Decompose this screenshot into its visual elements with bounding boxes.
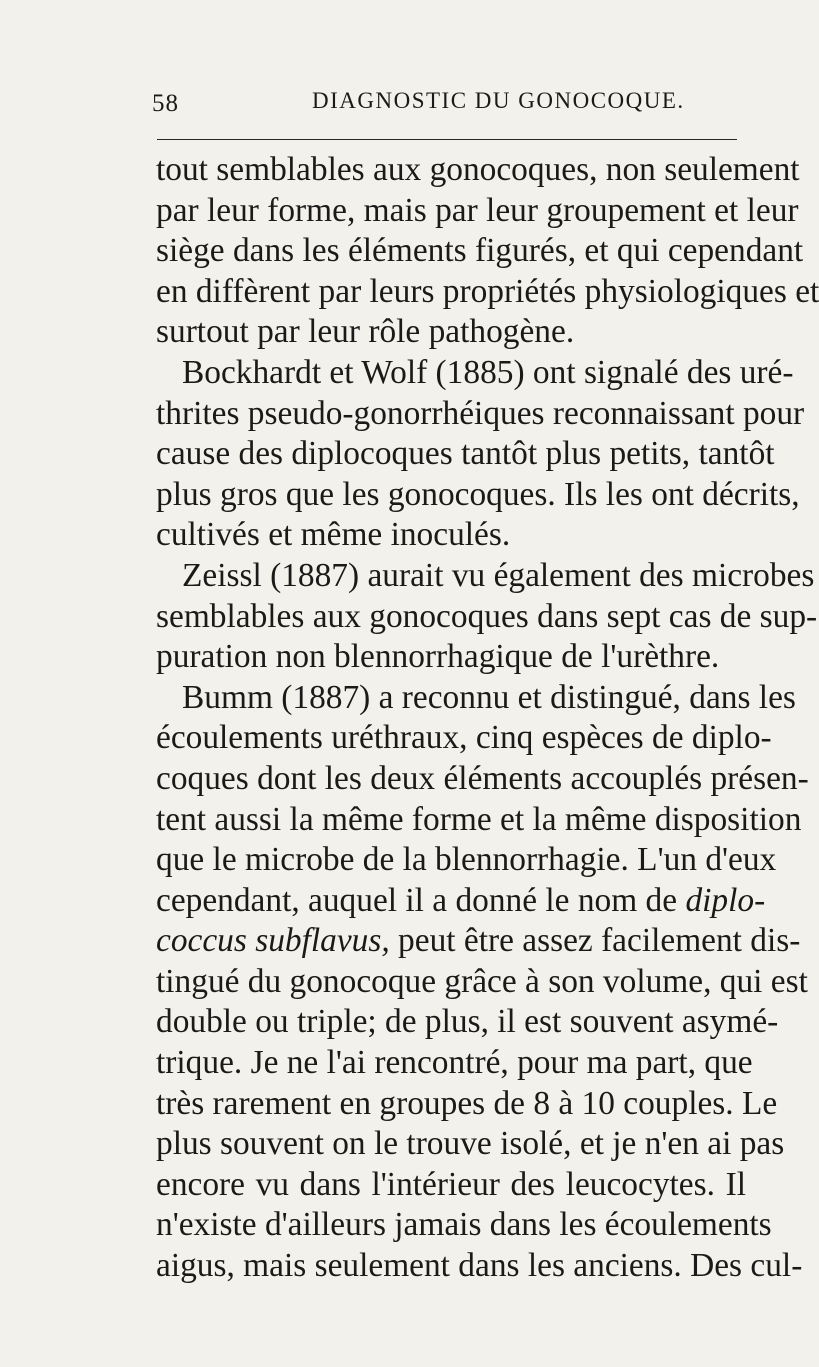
line-text: cultivés et même inoculés. (156, 516, 511, 554)
text-line (156, 962, 808, 1003)
text-line (156, 475, 800, 516)
line-text: par leur forme, mais par leur groupement et leur (156, 191, 799, 229)
text-line (156, 515, 746, 556)
line-text: écoulements uréthraux, cinq espèces de diplo- (156, 719, 772, 757)
line-text: très rarement en groupes de 8 à 10 couples. Le (156, 1084, 778, 1122)
line-text: peut être assez facilement dis- (398, 922, 801, 960)
text-line (156, 1084, 778, 1125)
line-text: tout semblables aux gonocoques, non seulement (156, 151, 800, 188)
text-line (156, 718, 772, 759)
text-line (156, 1002, 779, 1043)
line-text: Bumm (1887) a reconnu et distingué, dans les (182, 678, 796, 716)
text-line (156, 150, 800, 191)
page-number: 58 (152, 90, 179, 117)
text-line (156, 759, 809, 800)
line-text: aigus, mais seulement dans les anciens. Des cul- (156, 1247, 803, 1285)
line-text: thrites pseudo-gonorrhéiques reconnaissant pour (156, 394, 805, 432)
line-text: plus gros que les gonocoques. Ils les ont décrits, (156, 475, 800, 513)
text-line (156, 434, 775, 475)
line-text: tent aussi la même forme et la même disposition (156, 800, 802, 838)
line-text: que le microbe de la blennorrhagie. L'un d'eux (156, 841, 777, 879)
line-text: coques dont les deux éléments accouplés présen- (156, 759, 809, 797)
text-line (156, 312, 746, 353)
line-text: n'existe d'ailleurs jamais dans les écoulements (156, 1206, 772, 1244)
italic-term: diplo- (685, 881, 766, 919)
header-rule (157, 139, 737, 140)
text-line (156, 556, 815, 597)
line-text: cause des diplocoques tantôt plus petits, tantôt (156, 435, 775, 473)
line-text: encore vu dans l'intérieur des leucocytes. Il (156, 1165, 746, 1203)
text-line (156, 1124, 785, 1165)
text-line (156, 1043, 753, 1084)
text-line (156, 1246, 803, 1287)
line-text: surtout par leur rôle pathogène. (156, 313, 575, 351)
text-line (156, 881, 766, 922)
line-text: puration non blennorrhagique de l'urèthre. (156, 638, 720, 676)
line-text: en diffèrent par leurs propriétés physiologiques et (156, 272, 819, 310)
line-text: trique. Je ne l'ai rencontré, pour ma part, que (156, 1044, 753, 1082)
text-line (156, 1165, 746, 1206)
text-line (156, 231, 804, 272)
text-line (156, 921, 801, 962)
line-text: siège dans les éléments figurés, et qui cependant (156, 232, 804, 270)
text-line (156, 800, 802, 841)
text-line (156, 191, 799, 232)
text-line (156, 840, 777, 881)
line-text: tingué du gonocoque grâce à son volume, qui est (156, 962, 808, 1000)
line-text: Zeissl (1887) aurait vu également des microbes (182, 556, 815, 594)
line-text: Bockhardt et Wolf (1885) ont signalé des uré- (182, 353, 794, 391)
line-text: semblables aux gonocoques dans sept cas de sup- (156, 597, 818, 635)
line-text: double ou triple; de plus, il est souvent asymé- (156, 1003, 779, 1041)
italic-term: coccus subflavus, (156, 922, 390, 960)
text-line (156, 678, 796, 719)
text-line (156, 637, 746, 678)
text-line (156, 597, 818, 638)
text-line (156, 1205, 772, 1246)
text-line (156, 394, 805, 435)
line-text: cependant, auquel il a donné le nom de (156, 881, 678, 919)
line-text: plus souvent on le trouve isolé, et je n'en ai pas (156, 1125, 785, 1163)
text-line (156, 272, 819, 313)
text-line (156, 353, 794, 394)
body-text (156, 150, 819, 1287)
running-title: DIAGNOSTIC DU GONOCOQUE. (312, 88, 685, 113)
